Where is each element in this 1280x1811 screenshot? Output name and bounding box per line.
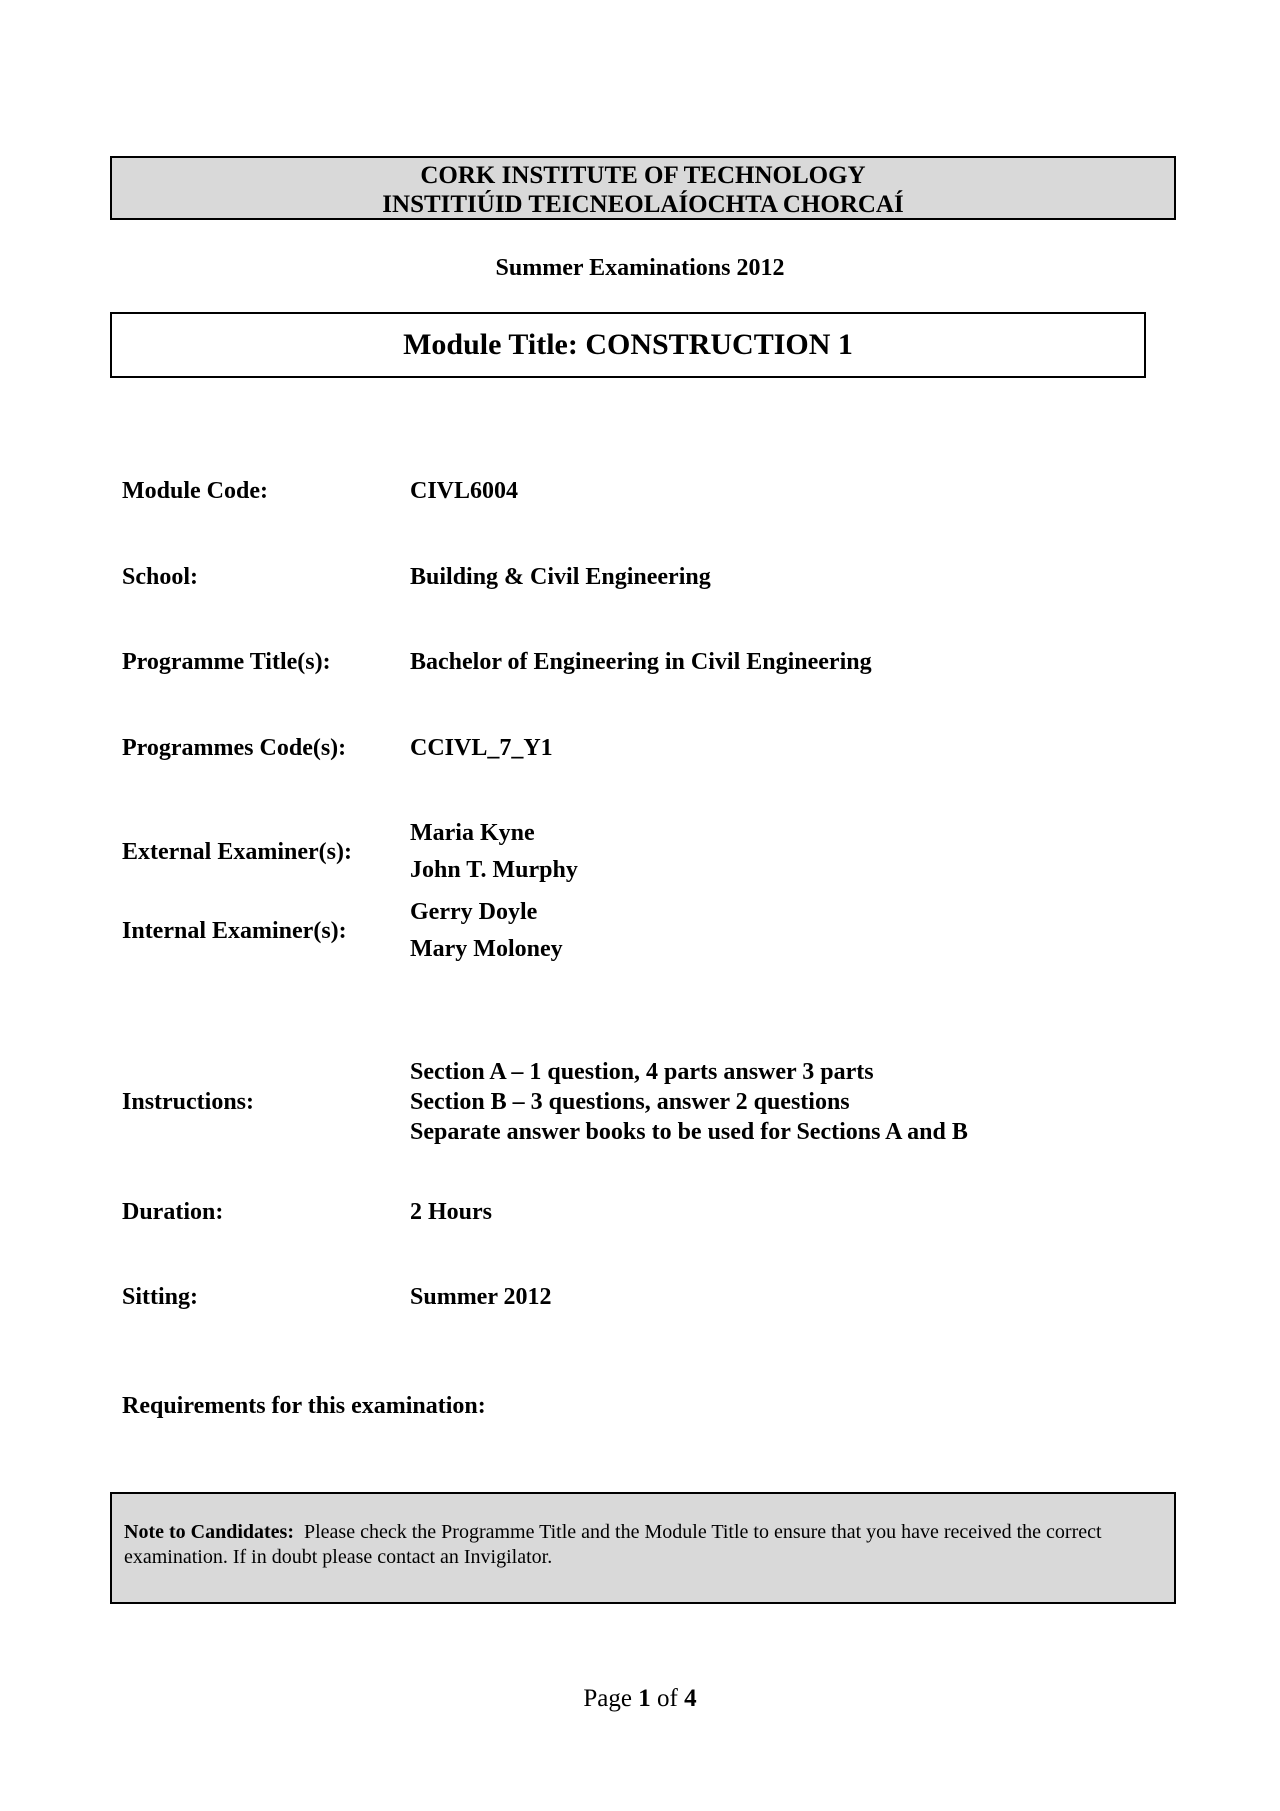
note-label: Note to Candidates: [124, 1521, 294, 1543]
total-pages: 4 [684, 1685, 697, 1712]
internal-examiner: Gerry Doyle [410, 899, 538, 925]
programme-code-label: Programmes Code(s): [122, 735, 347, 761]
programme-title-value: Bachelor of Engineering in Civil Engineering [410, 649, 872, 675]
module-title: Module Title: CONSTRUCTION 1 [110, 312, 1146, 378]
internal-examiner: Mary Moloney [410, 936, 563, 962]
school-label: School: [122, 564, 199, 590]
instructions-list [410, 1057, 968, 1147]
instructions-label: Instructions: [122, 1089, 255, 1115]
module-code-label: Module Code: [122, 478, 268, 504]
sitting-value: Summer 2012 [410, 1284, 552, 1310]
external-examiner: John T. Murphy [410, 857, 578, 883]
exam-session-title: Summer Examinations 2012 [495, 255, 785, 281]
internal-examiners-list [410, 894, 563, 968]
institute-name-english: CORK INSTITUTE OF TECHNOLOGY [420, 162, 866, 189]
external-examiner: Maria Kyne [410, 820, 535, 846]
internal-examiners-label: Internal Examiner(s): [122, 918, 347, 944]
note-text: Please check the Programme Title and the Module Title to ensure that you have received the correct examination. If in doubt please contact an Invigilator. [124, 1521, 1102, 1568]
external-examiners-list [410, 815, 578, 889]
instruction-line: Section A – 1 question, 4 parts answer 3 parts [410, 1059, 874, 1085]
programme-title-label: Programme Title(s): [122, 649, 331, 675]
page-number [0, 1684, 1280, 1714]
sitting-label: Sitting: [122, 1284, 199, 1310]
requirements-label: Requirements for this examination: [122, 1393, 486, 1419]
institute-name-irish: INSTITIÚID TEICNEOLAÍOCHTA CHORCAÍ [382, 191, 904, 218]
programme-code-value: CCIVL_7_Y1 [410, 735, 553, 761]
institute-header [110, 156, 1176, 220]
of-word: of [657, 1685, 678, 1712]
module-code-value: CIVL6004 [410, 478, 519, 504]
duration-value: 2 Hours [410, 1199, 493, 1225]
external-examiners-label: External Examiner(s): [122, 839, 352, 865]
instruction-line: Section B – 3 questions, answer 2 questions [410, 1089, 850, 1115]
page-word: Page [583, 1685, 633, 1712]
note-to-candidates [110, 1492, 1176, 1604]
instruction-line: Separate answer books to be used for Sections A and B [410, 1119, 968, 1145]
duration-label: Duration: [122, 1199, 224, 1225]
school-value: Building & Civil Engineering [410, 564, 711, 590]
current-page: 1 [638, 1685, 651, 1712]
